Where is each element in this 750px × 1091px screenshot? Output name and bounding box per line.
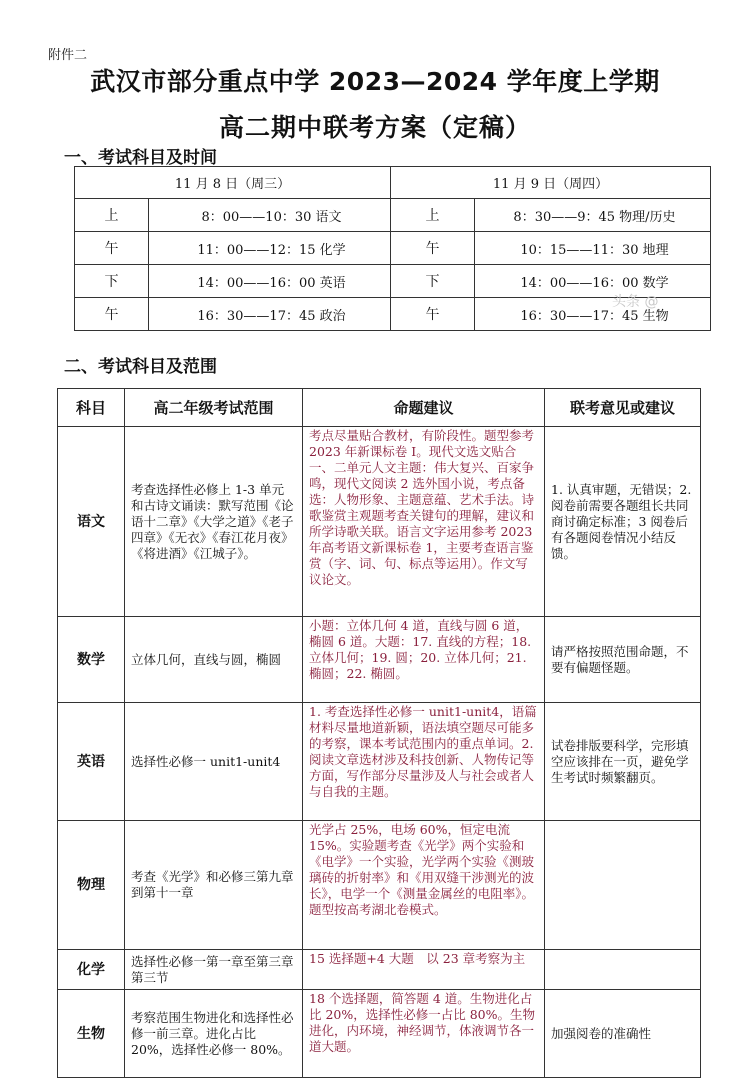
scope-header-row xyxy=(58,389,701,427)
attachment-label: 附件二 xyxy=(48,48,88,63)
subject-cell: 化学 xyxy=(58,950,125,990)
document-title: 武汉市部分重点中学 2023—2024 学年度上学期 xyxy=(90,67,660,96)
advice-cell: 小题：立体几何 4 道，直线与圆 6 道，椭圆 6 道。大题：17. 直线的方程；18. 立体几何；19. 圆；20. 立体几何；21. 椭圆；22. 椭圆。 xyxy=(303,617,545,703)
header-advice: 命题建议 xyxy=(303,389,545,427)
afternoon-label-top: 下 xyxy=(391,265,475,298)
header-range: 高二年级考试范围 xyxy=(125,389,303,427)
day1-slot-2: 11：00——12：15 化学 xyxy=(149,232,391,265)
opinion-cell xyxy=(545,950,701,990)
section-heading-scope: 二、考试科目及范围 xyxy=(64,357,217,377)
range-cell: 考查《光学》和必修三第九章到第十一章 xyxy=(125,821,303,950)
afternoon-label-top: 下 xyxy=(75,265,149,298)
table-row xyxy=(58,427,701,617)
table-row xyxy=(58,617,701,703)
range-cell: 考查选择性必修上 1-3 单元和古诗文诵读：默写范围《论语十二章》《大学之道》《老子四章》《无衣》《春江花月夜》《将进酒》《江城子》。 xyxy=(125,427,303,617)
morning-label-top: 上 xyxy=(75,199,149,232)
opinion-cell: 1. 认真审题，无错误；2. 阅卷前需要各题组长共同商讨确定标准；3 阅卷后有各题阅卷情况小结反馈。 xyxy=(545,427,701,617)
table-row xyxy=(58,703,701,821)
opinion-cell: 加强阅卷的准确性 xyxy=(545,990,701,1078)
morning-label-bottom: 午 xyxy=(75,232,149,265)
day1-header: 11 月 8 日（周三） xyxy=(75,167,391,199)
header-opinion: 联考意见或建议 xyxy=(545,389,701,427)
advice-cell: 光学占 25%，电场 60%，恒定电流 15%。实验题考查《光学》两个实验和《电学》一个实验，光学两个实验《测玻璃砖的折射率》和《用双缝干涉测光的波长》，电学一个《测量金属丝的电阻率》。题型按高考湖北卷模式。 xyxy=(303,821,545,950)
range-cell: 选择性必修一第一章至第三章第三节 xyxy=(125,950,303,990)
header-subject: 科目 xyxy=(58,389,125,427)
advice-cell: 18 个选择题，简答题 4 道。生物进化占比 20%，选择性必修一占比 80%。生物进化，内环境，神经调节，体液调节各一道大题。 xyxy=(303,990,545,1078)
range-cell: 选择性必修一 unit1-unit4 xyxy=(125,703,303,821)
table-row xyxy=(58,950,701,990)
schedule-row xyxy=(75,199,711,232)
morning-label-bottom: 午 xyxy=(391,232,475,265)
schedule-header-row xyxy=(75,167,711,199)
day2-slot-2: 10：15——11：30 地理 xyxy=(475,232,711,265)
range-cell: 立体几何，直线与圆，椭圆 xyxy=(125,617,303,703)
opinion-cell: 试卷排版要科学，完形填空应该排在一页，避免学生考试时频繁翻页。 xyxy=(545,703,701,821)
subject-cell: 英语 xyxy=(58,703,125,821)
subject-cell: 语文 xyxy=(58,427,125,617)
watermark: 头条 @ xyxy=(612,294,659,310)
range-cell: 考察范围生物进化和选择性必修一前三章。进化占比 20%，选择性必修一 80%。 xyxy=(125,990,303,1078)
opinion-cell xyxy=(545,821,701,950)
advice-cell: 考点尽量贴合教材，有阶段性。题型参考 2023 年新课标卷 I。现代文选文贴合一、二单元人文主题：伟大复兴、百家争鸣，现代文阅读 2 选外国小说，考点备选：人物形象、主题意蕴、艺术手法。诗歌鉴赏主观题考查关键句的理解，建议和所学诗歌关联。语言文字运用参考 2023 年高考语文新课标卷 1，主要考查语言鉴赏（字、词、句、标点等运用）。作文写议论文。 xyxy=(303,427,545,617)
advice-cell: 15 选择题+4 大题 以 23 章考察为主 xyxy=(303,950,545,990)
day2-slot-4: 16：30——17：45 生物 xyxy=(475,298,711,331)
section-heading-schedule: 一、考试科目及时间 xyxy=(64,148,217,168)
table-row xyxy=(58,990,701,1078)
scope-table xyxy=(57,388,701,1078)
advice-cell: 1. 考查选择性必修一 unit1-unit4，语篇材料尽量地道新颖，语法填空题尽可能多的考察，课本考试范围内的重点单词。2. 阅读文章选材涉及科技创新、人物传记等方面，写作部分尽量涉及人与社会或者人与自我的主题。 xyxy=(303,703,545,821)
subject-cell: 物理 xyxy=(58,821,125,950)
day2-slot-1: 8：30——9：45 物理/历史 xyxy=(475,199,711,232)
document-subtitle: 高二期中联考方案（定稿） xyxy=(218,113,531,142)
subject-cell: 生物 xyxy=(58,990,125,1078)
afternoon-label-bottom: 午 xyxy=(75,298,149,331)
schedule-row xyxy=(75,232,711,265)
subject-cell: 数学 xyxy=(58,617,125,703)
day2-header: 11 月 9 日（周四） xyxy=(391,167,711,199)
afternoon-label-bottom: 午 xyxy=(391,298,475,331)
day2-slot-3: 14：00——16：00 数学 xyxy=(475,265,711,298)
opinion-cell: 请严格按照范围命题，不要有偏题怪题。 xyxy=(545,617,701,703)
day1-slot-3: 14：00——16：00 英语 xyxy=(149,265,391,298)
day1-slot-4: 16：30——17：45 政治 xyxy=(149,298,391,331)
morning-label-top: 上 xyxy=(391,199,475,232)
table-row xyxy=(58,821,701,950)
day1-slot-1: 8：00——10：30 语文 xyxy=(149,199,391,232)
